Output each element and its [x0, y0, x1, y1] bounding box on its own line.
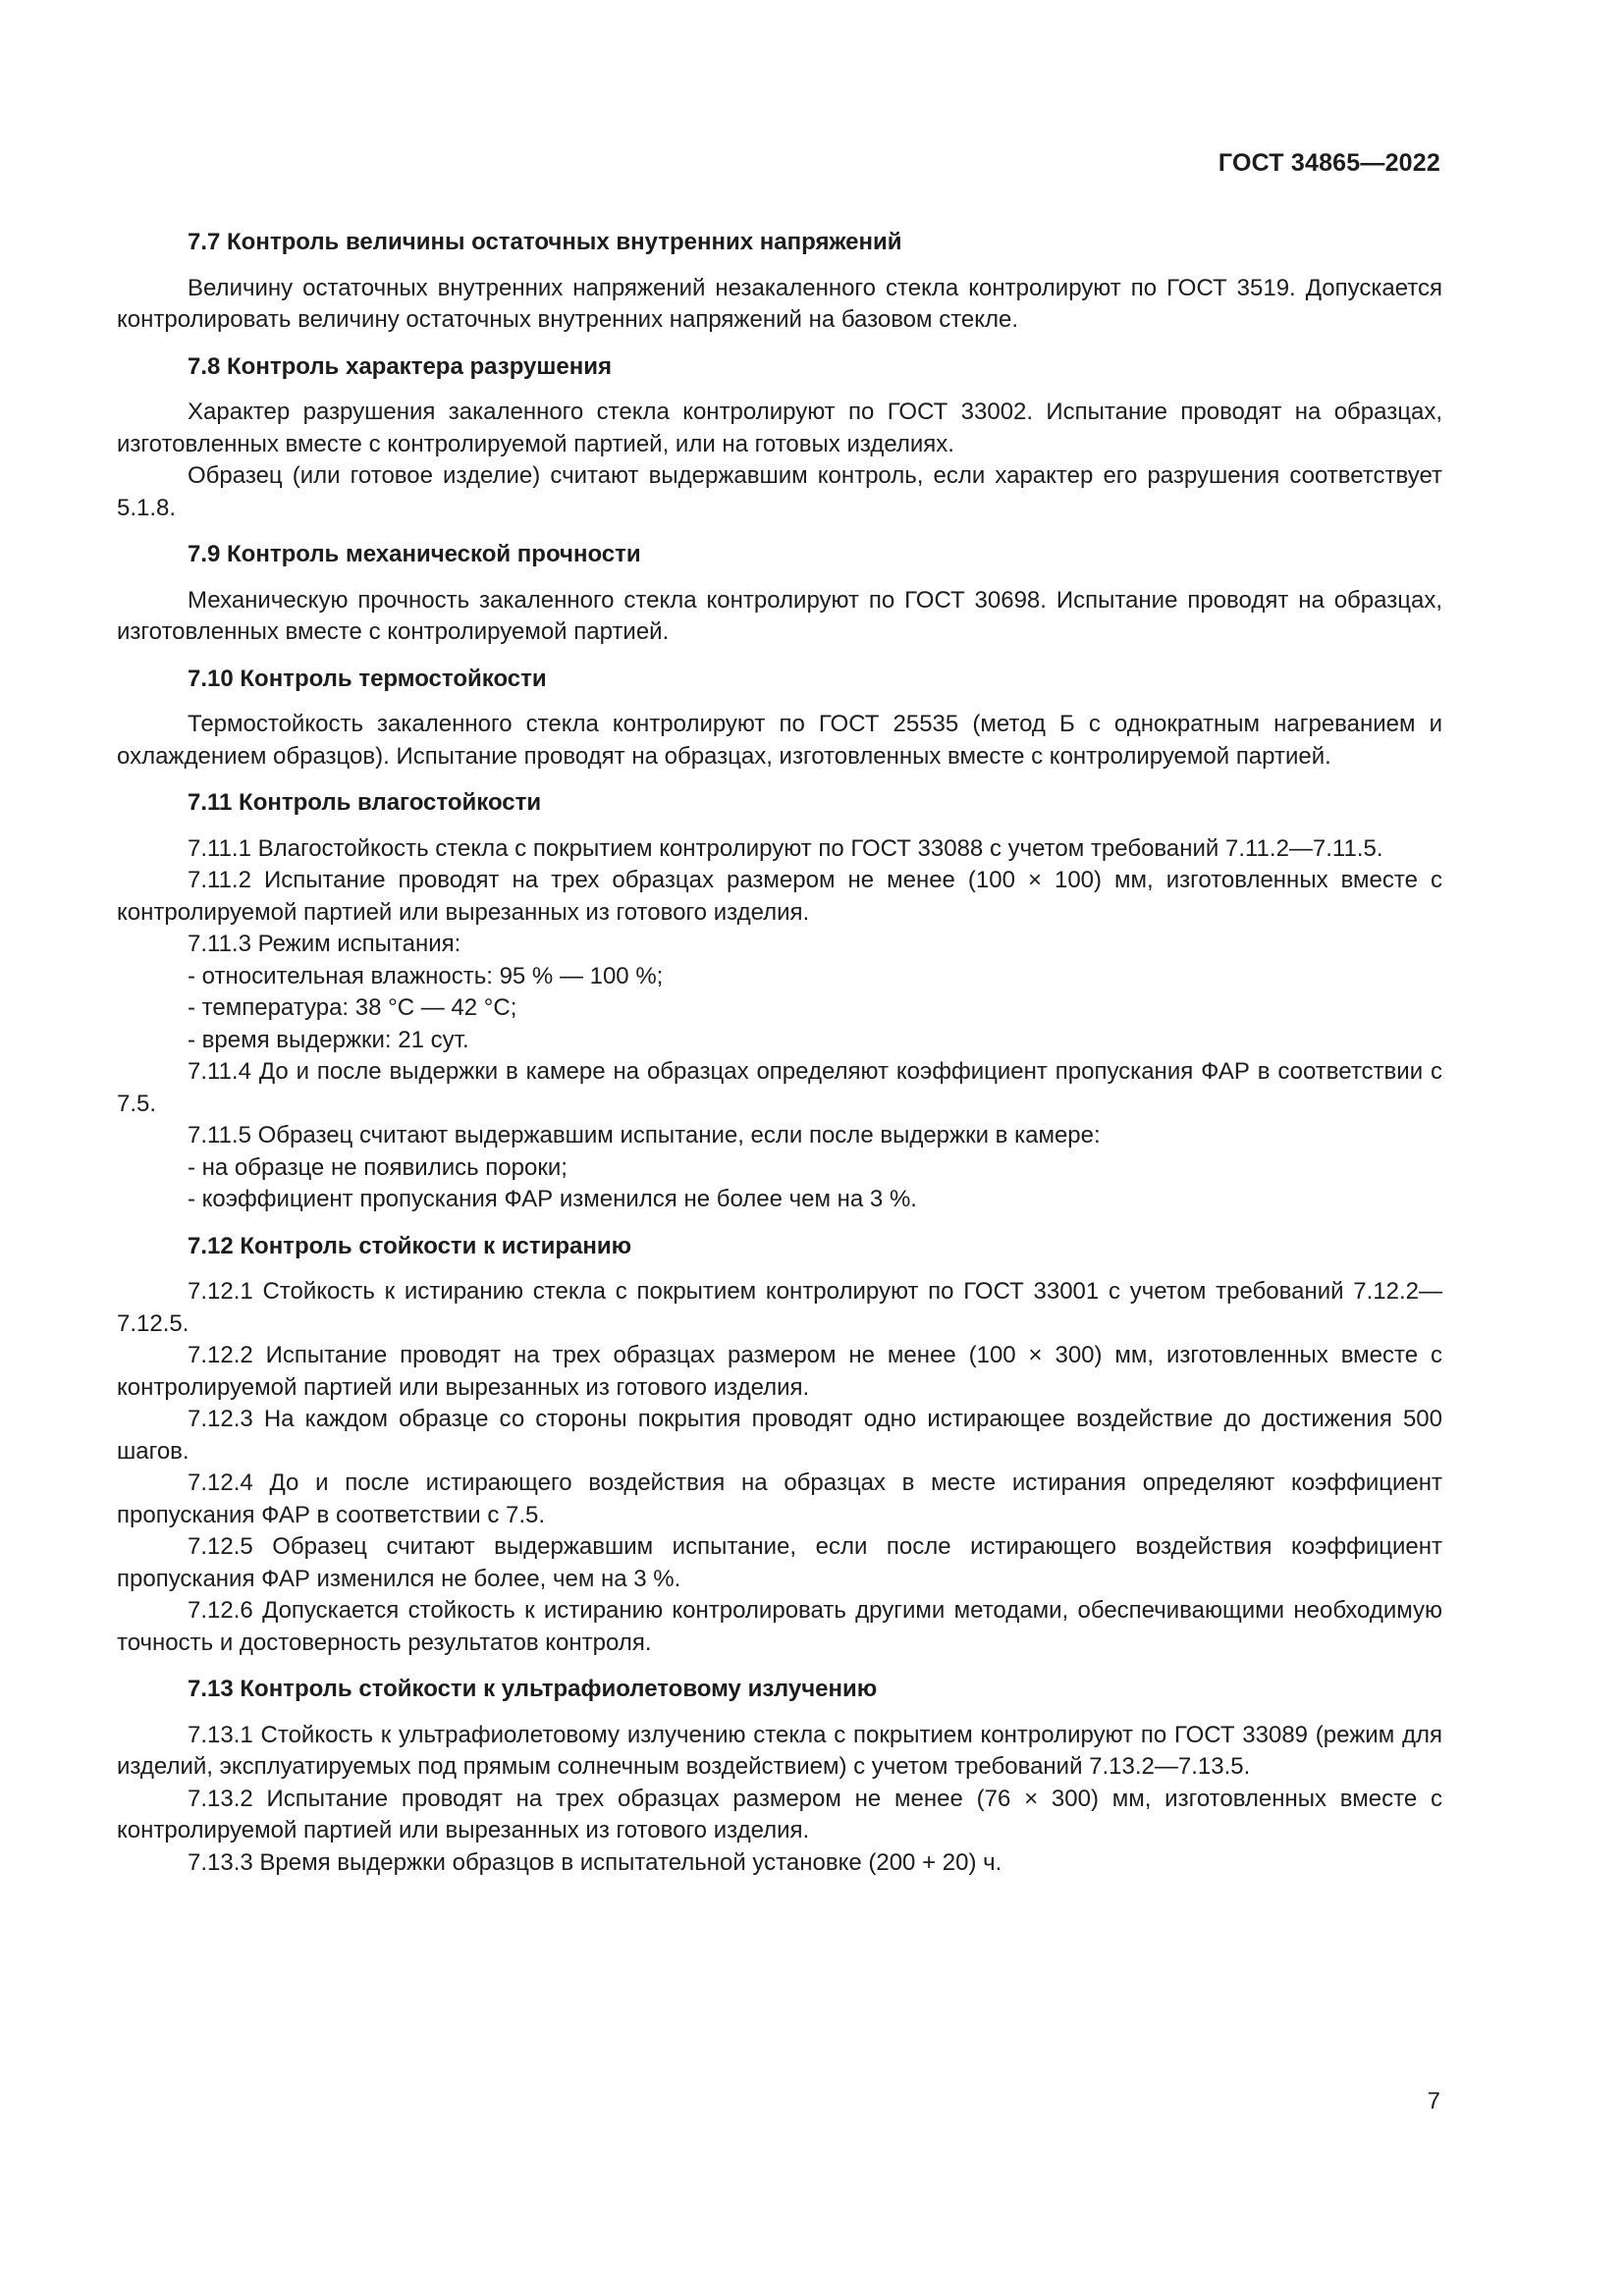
paragraph: 7.13.2 Испытание проводят на трех образцах размером не менее (76 × 300) мм, изготовленных вместе с контролируемой партией или вырезанных из готового изделия.	[117, 1785, 1442, 1843]
list-item: - на образце не появились пороки;	[188, 1153, 568, 1181]
paragraph: 7.11.4 До и после выдержки в камере на образцах определяют коэффициент пропускания ФАР в соответствии с 7.5.	[117, 1058, 1442, 1117]
list-item: - коэффициент пропускания ФАР изменился не более чем на 3 %.	[188, 1186, 917, 1212]
section-heading: 7.12 Контроль стойкости к истиранию	[188, 1232, 632, 1259]
section-heading: 7.10 Контроль термостойкости	[188, 665, 547, 692]
paragraph: 7.12.3 На каждом образце со стороны покрытия проводят одно истирающее воздействие до достижения 500 шагов.	[117, 1406, 1442, 1465]
list-item: - время выдержки: 21 сут.	[188, 1026, 469, 1053]
paragraph: Характер разрушения закаленного стекла контролируют по ГОСТ 33002. Испытание проводят на образцах, изготовленных вместе с контролируемой партией, или на готовых изделиях.	[117, 399, 1442, 457]
paragraph: 7.13.3 Время выдержки образцов в испытательной установке (200 + 20) ч.	[188, 1848, 1002, 1876]
paragraph: 7.12.2 Испытание проводят на трех образцах размером не менее (100 × 300) мм, изготовленных вместе с контролируемой партией или вырезанных из готового изделия.	[117, 1342, 1442, 1401]
section-heading: 7.11 Контроль влагостойкости	[188, 789, 542, 816]
paragraph: 7.13.1 Стойкость к ультрафиолетовому излучению стекла с покрытием контролируют по ГОСТ 33089 (режим для изделий, эксплуатируемых под прямым солнечным воздействием) с учетом требований 7.13.2—7.13.5.	[117, 1721, 1442, 1780]
paragraph: 7.12.4 До и после истирающего воздействия на образцах в месте истирания определяют коэффициент пропускания ФАР в соответствии с 7.5.	[117, 1469, 1442, 1528]
paragraph: 7.12.6 Допускается стойкость к истиранию контролировать другими методами, обеспечивающими необходимую точность и достоверность результатов контроля.	[117, 1597, 1442, 1656]
section-heading: 7.7 Контроль величины остаточных внутренних напряжений	[188, 229, 902, 255]
paragraph: 7.11.2 Испытание проводят на трех образцах размером не менее (100 × 100) мм, изготовленных вместе с контролируемой партией или вырезанных из готового изделия.	[117, 867, 1442, 926]
list-item: - относительная влажность: 95 % — 100 %;	[188, 962, 664, 989]
paragraph: 7.11.1 Влагостойкость стекла с покрытием контролируют по ГОСТ 33088 с учетом требований 7.11.2—7.11.5.	[188, 834, 1383, 862]
paragraph: 7.12.1 Стойкость к истиранию стекла с покрытием контролируют по ГОСТ 33001 с учетом требований 7.12.2—7.12.5.	[117, 1278, 1442, 1337]
document-code-header: ГОСТ 34865—2022	[1218, 149, 1440, 177]
paragraph: Величину остаточных внутренних напряжений незакаленного стекла контролируют по ГОСТ 3519. Допускается контролировать величину остаточных внутренних напряжений на базовом стекле.	[117, 274, 1442, 333]
section-heading: 7.9 Контроль механической прочности	[188, 541, 641, 567]
page-number: 7	[1427, 2088, 1440, 2114]
paragraph: 7.11.5 Образец считают выдержавшим испытание, если после выдержки в камере:	[188, 1122, 1101, 1148]
paragraph: Термостойкость закаленного стекла контролируют по ГОСТ 25535 (метод Б с однократным нагреванием и охлаждением образцов). Испытание проводят на образцах, изготовленных вместе с контролируемой партией.	[117, 711, 1442, 770]
list-item: - температура: 38 °С — 42 °С;	[188, 994, 517, 1021]
paragraph: 7.11.3 Режим испытания:	[188, 931, 461, 957]
paragraph: Механическую прочность закаленного стекла контролируют по ГОСТ 30698. Испытание проводят на образцах, изготовленных вместе с контролируемой партией.	[117, 586, 1442, 645]
section-heading: 7.8 Контроль характера разрушения	[188, 352, 612, 380]
section-heading: 7.13 Контроль стойкости к ультрафиолетовому излучению	[188, 1676, 878, 1702]
document-body	[117, 227, 1442, 1879]
paragraph: Образец (или готовое изделие) считают выдержавшим контроль, если характер его разрушения соответствует 5.1.8.	[117, 462, 1442, 521]
paragraph: 7.12.5 Образец считают выдержавшим испытание, если после истирающего воздействия коэффициент пропускания ФАР изменился не более, чем на 3 %.	[117, 1533, 1442, 1592]
